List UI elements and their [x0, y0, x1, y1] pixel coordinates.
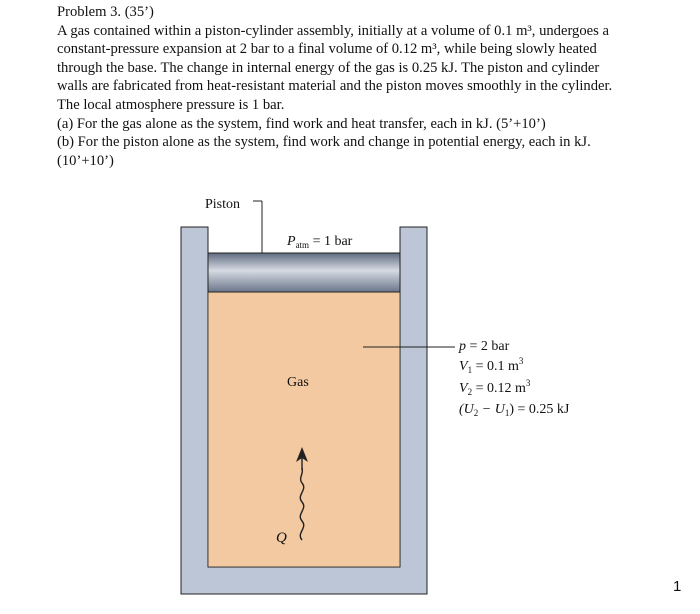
patm-subscript: atm — [295, 240, 310, 250]
page-number: 1 — [673, 578, 682, 595]
heat-label: Q — [276, 530, 287, 546]
patm-value: = 1 bar — [309, 234, 353, 249]
problem-line-4: walls are fabricated from heat-resistant material and the piston moves smoothly in the cylinder. — [57, 78, 613, 95]
problem-line-3: through the base. The change in internal energy of the gas is 0.25 kJ. The piston and cylinder — [57, 59, 600, 76]
problem-part-b-points: (10’+10’) — [57, 152, 114, 169]
problem-part-a: (a) For the gas alone as the system, find work and heat transfer, each in kJ. (5’+10’) — [57, 115, 546, 132]
problem-heading: Problem 3. (35’) — [57, 4, 154, 20]
param-pressure: p = 2 bar — [459, 339, 510, 354]
patm-symbol: P — [287, 234, 296, 249]
problem-line-2: constant-pressure expansion at 2 bar to a final volume of 0.12 m³, while being slowly heated — [57, 41, 597, 58]
problem-line-5: The local atmosphere pressure is 1 bar. — [57, 96, 285, 113]
param-v2: $V_2 = 0.12$ $m^3$ — [459, 378, 531, 397]
patm-label — [286, 234, 353, 250]
problem-line-1: A gas contained within a piston-cylinder assembly, initially at a volume of 0.1 m³, undergoes a — [57, 22, 609, 39]
param-v1: $V_1 = 0.1$ $m^3$ — [459, 356, 524, 375]
gas-label: Gas — [287, 375, 309, 390]
problem-part-b: (b) For the piston alone as the system, find work and change in potential energy, each in kJ. — [57, 134, 591, 151]
piston — [208, 253, 400, 292]
piston-label: Piston — [205, 197, 241, 212]
param-delta-u: $(U_2 - U_1) = 0.25$ kJ — [459, 402, 570, 418]
